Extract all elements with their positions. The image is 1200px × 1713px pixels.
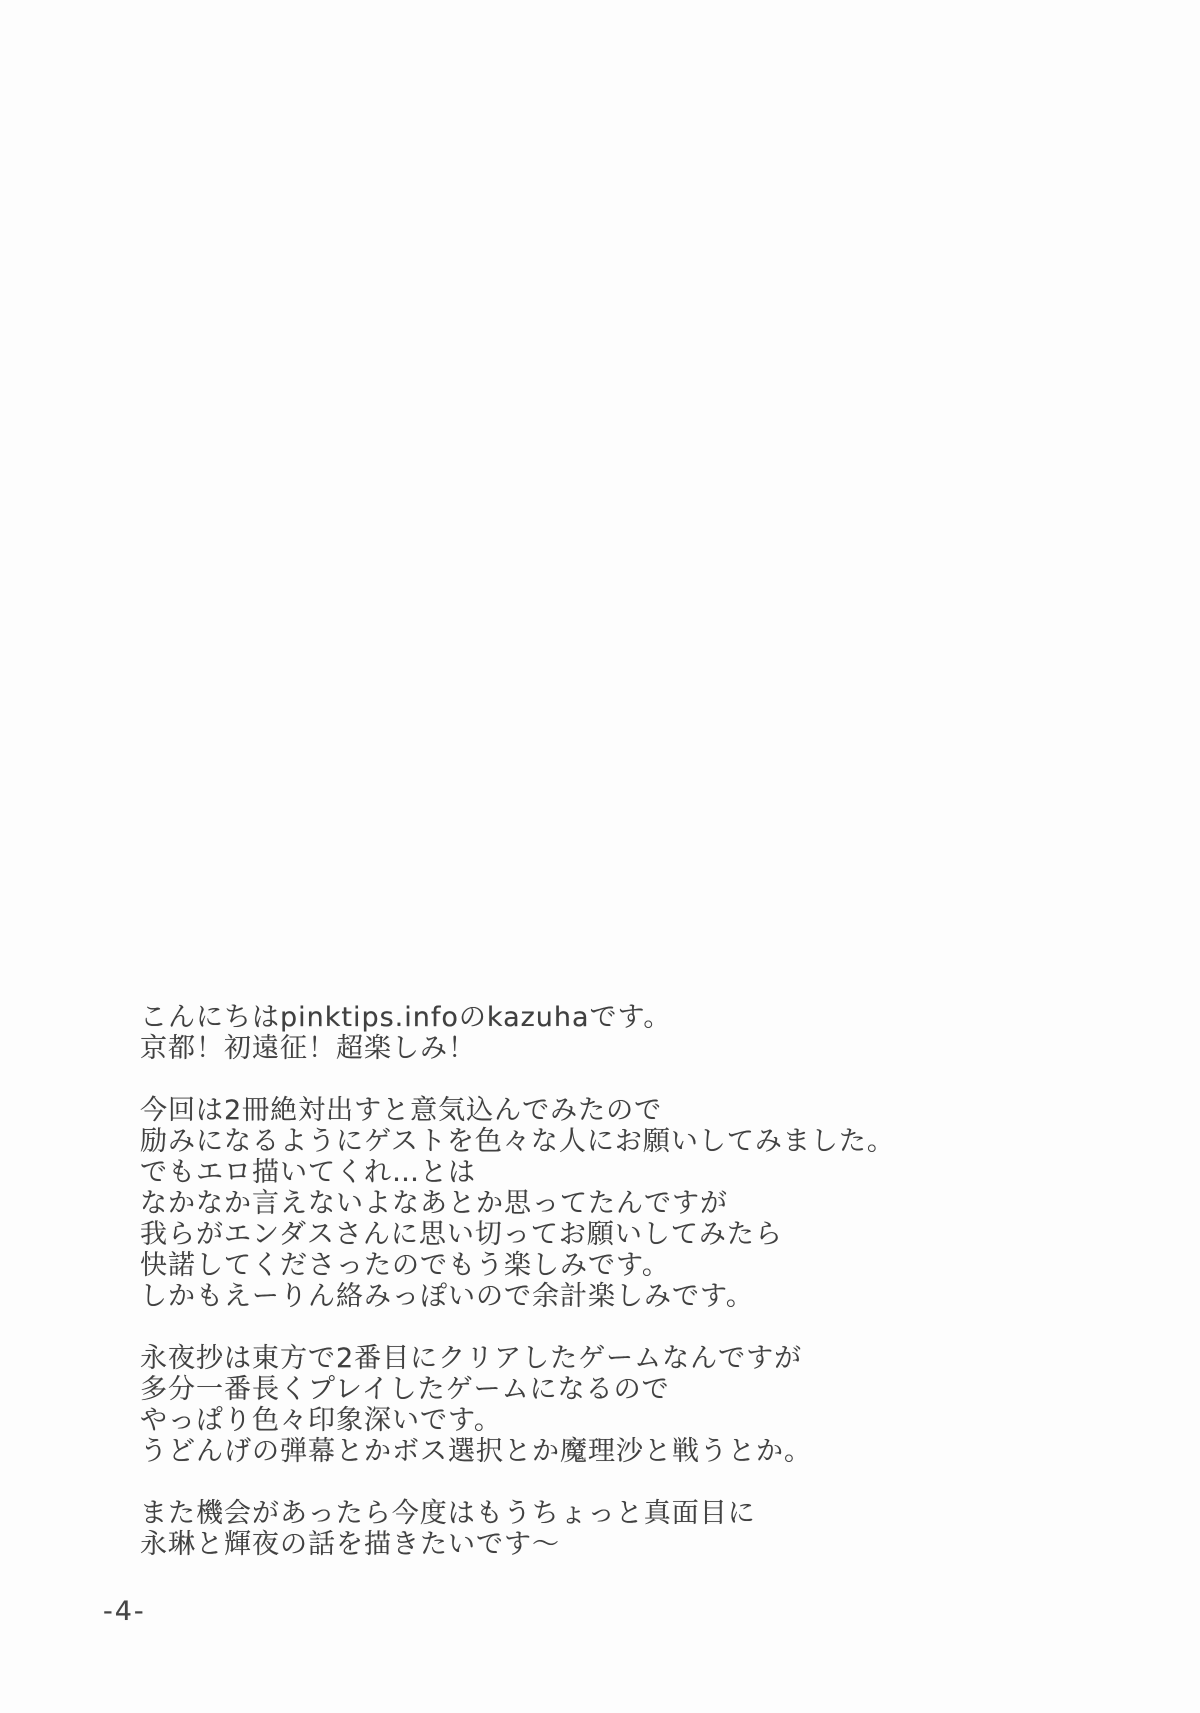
- text-line: 京都！初遠征！超楽しみ！: [140, 1033, 476, 1064]
- text-line: しかもえーりん絡みっぽいので余計楽しみです。: [140, 1281, 754, 1312]
- afterword-paragraph-greeting: [140, 1002, 895, 1064]
- text-line: 多分一番長くプレイしたゲームになるので: [140, 1374, 670, 1405]
- text-line: 励みになるようにゲストを色々な人にお願いしてみました。: [140, 1126, 895, 1157]
- text-line: 快諾してくださったのでもう楽しみです。: [140, 1250, 670, 1281]
- text-line: なかなか言えないよなあとか思ってたんですが: [140, 1188, 728, 1219]
- text-line: でもエロ描いてくれ…とは: [140, 1157, 476, 1188]
- afterword-paragraph-game: [140, 1343, 895, 1467]
- text-line: 永琳と輝夜の話を描きたいです～: [140, 1529, 560, 1560]
- afterword-text-block: [140, 1002, 895, 1560]
- text-line: 今回は2冊絶対出すと意気込んでみたので: [140, 1095, 663, 1126]
- text-line: こんにちはpinktips.infoのkazuhaです。: [140, 1002, 672, 1033]
- text-line: やっぱり色々印象深いです。: [140, 1405, 502, 1436]
- afterword-paragraph-guests: [140, 1095, 895, 1312]
- text-line: 我らがエンダスさんに思い切ってお願いしてみたら: [140, 1219, 783, 1250]
- text-line: 永夜抄は東方で2番目にクリアしたゲームなんですが: [140, 1343, 803, 1374]
- afterword-paragraph-closing: [140, 1498, 895, 1560]
- text-line: また機会があったら今度はもうちょっと真面目に: [140, 1498, 756, 1529]
- text-line: うどんげの弾幕とかボス選択とか魔理沙と戦うとか。: [140, 1436, 812, 1467]
- page-number: -4-: [103, 1596, 146, 1627]
